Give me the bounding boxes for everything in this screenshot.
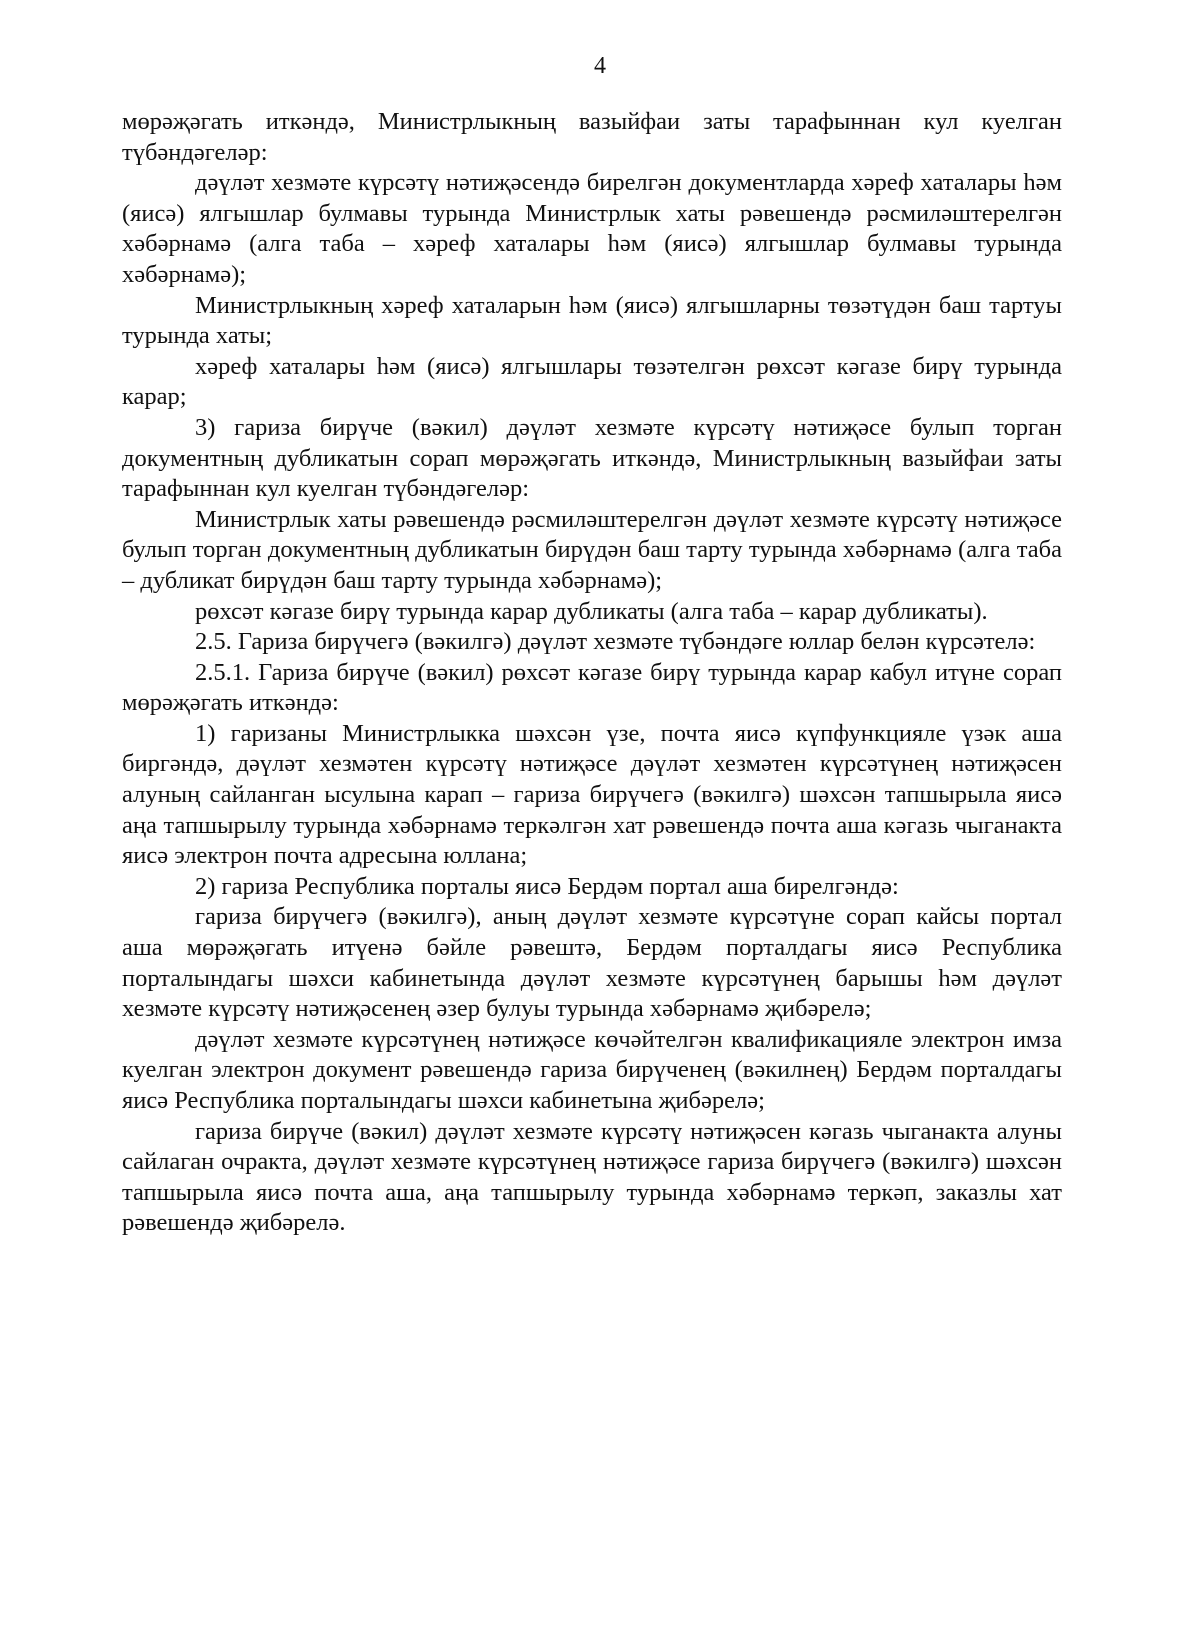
paragraph-12: гариза бирүчегә (вәкилгә), аның дәүләт хезмәте күрсәтүне сорап кайсы портал аша мөрәҗәгать итүенә бәйле рәвештә, Бердәм порталдагы яисә Республика порталындагы шәхси кабинетында дәүләт хезмәте күрсәтүнең барышы һәм дәүләт хезмәте күрсәтү нәтиҗәсенең әзер булуы турында хәбәрнамә җибәрелә; xyxy=(122,903,1062,1023)
paragraph-10: 1) гаризаны Министрлыкка шәхсән үзе, почта яисә күпфункцияле үзәк аша биргәндә, дәүләт хезмәтен күрсәтү нәтиҗәсе дәүләт хезмәтен күрсәтүнең нәтиҗәсен алуның сайланган ысулына карап – гариза бирүчегә (вәкилгә) шәхсән тапшырыла яисә аңа тапшырылу турында хәбәрнамә теркәлгән хат рәвешендә почта аша кәгазь чыганакта яисә электрон почта адресына юллана; xyxy=(122,719,1062,870)
paragraph-9: 2.5.1. Гариза бирүче (вәкил) рөхсәт кәгазе бирү турында карар кабул итүне сорап мөрәҗәгать иткәндә: xyxy=(122,658,1062,717)
page-number: 4 xyxy=(594,53,606,79)
paragraph-11: 2) гариза Республика порталы яисә Бердәм портал аша бирелгәндә: xyxy=(195,872,899,900)
paragraph-5: 3) гариза бирүче (вәкил) дәүләт хезмәте күрсәтү нәтиҗәсе булып торган документның дубликатын сорап мөрәҗәгать иткәндә, Министрлыкның вазыйфаи заты тарафыннан кул куелган түбәндәгеләр: xyxy=(122,413,1062,503)
paragraph-7: рөхсәт кәгазе бирү турында карар дубликаты (алга таба – карар дубликаты). xyxy=(195,597,988,625)
paragraph-14: гариза бирүче (вәкил) дәүләт хезмәте күрсәтү нәтиҗәсен кәгазь чыганакта алуны сайлаган очракта, дәүләт хезмәте күрсәтүнең нәтиҗәсе гариза бирүчегә (вәкилгә) шәхсән тапшырыла яисә почта аша, аңа тапшырылу турында хәбәрнамә теркәп, заказлы хат рәвешендә җибәрелә. xyxy=(122,1117,1062,1237)
paragraph-4: хәреф хаталары һәм (яисә) ялгышлары төзәтелгән рөхсәт кәгазе бирү турында карар; xyxy=(122,352,1062,411)
paragraph-8: 2.5. Гариза бирүчегә (вәкилгә) дәүләт хезмәте түбәндәге юллар белән күрсәтелә: xyxy=(195,628,1036,656)
paragraph-3: Министрлыкның хәреф хаталарын һәм (яисә) ялгышларны төзәтүдән баш тартуы турында хаты; xyxy=(122,291,1062,350)
paragraph-2: дәүләт хезмәте күрсәтү нәтиҗәсендә бирелгән документларда хәреф хаталары һәм (яисә) ялгышлар булмавы турында Министрлык хаты рәвешендә рәсмиләштерелгән хәбәрнамә (алга таба – хәреф хаталары һәм (яисә) ялгышлар булмавы турында хәбәрнамә); xyxy=(122,169,1062,288)
paragraph-6: Министрлык хаты рәвешендә рәсмиләштерелгән дәүләт хезмәте күрсәтү нәтиҗәсе булып торган документның дубликатын бирүдән баш тарту турында хәбәрнамә (алга таба – дубликат бирүдән баш тарту турында хәбәрнамә); xyxy=(122,505,1062,594)
document-body xyxy=(122,107,1062,1239)
paragraph-13: дәүләт хезмәте күрсәтүнең нәтиҗәсе көчәйтелгән квалификацияле электрон имза куелган электрон документ рәвешендә гариза бирүченең (вәкилнең) Бердәм порталдагы яисә Республика порталындагы шәхси кабинетына җибәрелә; xyxy=(122,1025,1062,1114)
paragraph-1: мөрәҗәгать иткәндә, Министрлыкның вазыйфаи заты тарафыннан кул куелган түбәндәгеләр: xyxy=(122,108,1062,166)
